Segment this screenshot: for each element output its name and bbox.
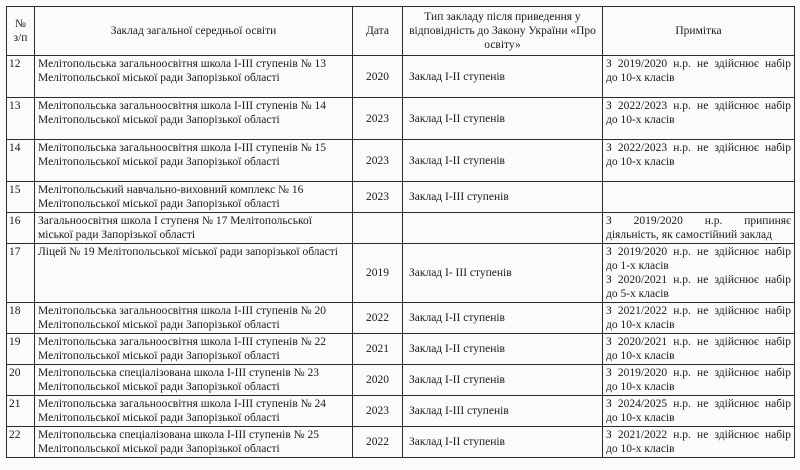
header-type: Тип закладу після приведення у відповідність до Закону України «Про освіту» bbox=[403, 7, 603, 56]
row-note bbox=[603, 98, 795, 140]
row-date: 2019 bbox=[353, 244, 403, 303]
table-row bbox=[7, 98, 795, 140]
table-row bbox=[7, 365, 795, 396]
note-line: до 10-х класів bbox=[606, 350, 675, 362]
row-number: 16 bbox=[7, 213, 35, 244]
note-line: З 2019/2020 н.р. припиняє bbox=[606, 215, 791, 227]
row-number: 21 bbox=[7, 396, 35, 427]
note-line: діяльність, як самостійний заклад bbox=[606, 229, 772, 241]
school-type: Заклад І-ІІІ ступенів bbox=[403, 396, 603, 427]
school-name: Мелітопольська загальноосвітня школа І-ІІІ ступенів № 22 Мелітопольської міської ради Запорізької області bbox=[35, 334, 353, 365]
note-line: З 2022/2023 н.р. не здійснює набір bbox=[606, 100, 791, 112]
school-name: Мелітопольська загальноосвітня школа І-ІІІ ступенів № 14 Мелітопольської міської ради Запорізької області bbox=[35, 98, 353, 140]
row-date: 2022 bbox=[353, 303, 403, 334]
school-type: Заклад І-ІІ ступенів bbox=[403, 56, 603, 98]
note-line: до 10-х класів bbox=[606, 412, 675, 424]
header-date: Дата bbox=[353, 7, 403, 56]
school-type bbox=[403, 213, 603, 244]
school-type: Заклад І-ІІ ступенів bbox=[403, 334, 603, 365]
note-line: З 2019/2020 н.р. не здійснює набір bbox=[606, 246, 791, 258]
school-name: Загальноосвітня школа І ступеня № 17 Мелітопольської міської ради Запорізької області bbox=[35, 213, 353, 244]
row-note bbox=[603, 365, 795, 396]
table-row bbox=[7, 244, 795, 303]
school-type: Заклад І- ІІІ ступенів bbox=[403, 244, 603, 303]
row-date: 2020 bbox=[353, 56, 403, 98]
note-line: З 2019/2020 н.р. не здійснює набір bbox=[606, 58, 791, 70]
table-row bbox=[7, 303, 795, 334]
school-name: Мелітопольська спеціалізована школа І-ІІІ ступенів № 23 Мелітопольської міської ради Запорізької області bbox=[35, 365, 353, 396]
row-number: 20 bbox=[7, 365, 35, 396]
row-number: 14 bbox=[7, 140, 35, 182]
school-type: Заклад І-ІІІ ступенів bbox=[403, 182, 603, 213]
school-name: Мелітопольський навчально-виховний комплекс № 16 Мелітопольської міської ради Запорізької області bbox=[35, 182, 353, 213]
header-note: Примітка bbox=[603, 7, 795, 56]
row-number: 22 bbox=[7, 427, 35, 458]
table-row bbox=[7, 396, 795, 427]
table-row bbox=[7, 56, 795, 98]
row-date: 2021 bbox=[353, 334, 403, 365]
school-name: Мелітопольська спеціалізована школа І-ІІІ ступенів № 25 Мелітопольської міської ради Запорізької області bbox=[35, 427, 353, 458]
note-line: до 10-х класів bbox=[606, 72, 675, 84]
school-type: Заклад І-ІІ ступенів bbox=[403, 427, 603, 458]
row-number: 15 bbox=[7, 182, 35, 213]
school-name: Мелітопольська загальноосвітня школа І-ІІІ ступенів № 13 Мелітопольської міської ради Запорізької області bbox=[35, 56, 353, 98]
row-note bbox=[603, 244, 795, 303]
row-note bbox=[603, 182, 795, 213]
school-name: Мелітопольська загальноосвітня школа І-ІІІ ступенів № 20 Мелітопольської міської ради Запорізької області bbox=[35, 303, 353, 334]
row-date bbox=[353, 213, 403, 244]
school-name: Ліцей № 19 Мелітопольської міської ради запорізької області bbox=[35, 244, 353, 303]
table-header-row bbox=[7, 7, 795, 56]
row-number: 12 bbox=[7, 56, 35, 98]
row-note bbox=[603, 56, 795, 98]
school-type: Заклад І-ІІ ступенів bbox=[403, 140, 603, 182]
row-date: 2022 bbox=[353, 427, 403, 458]
note-line: З 2021/2022 н.р. не здійснює набір bbox=[606, 429, 791, 441]
table-row bbox=[7, 140, 795, 182]
school-name: Мелітопольська загальноосвітня школа І-ІІІ ступенів № 15 Мелітопольської міської ради Запорізької області bbox=[35, 140, 353, 182]
row-number: 17 bbox=[7, 244, 35, 303]
row-note bbox=[603, 303, 795, 334]
table-row bbox=[7, 182, 795, 213]
row-number: 13 bbox=[7, 98, 35, 140]
note-line: до 10-х класів bbox=[606, 443, 675, 455]
header-number: № з/п bbox=[7, 7, 35, 56]
header-school: Заклад загальної середньої освіти bbox=[35, 7, 353, 56]
table-row bbox=[7, 334, 795, 365]
school-type: Заклад І-ІІ ступенів bbox=[403, 365, 603, 396]
row-note bbox=[603, 396, 795, 427]
note-line: З 2021/2022 н.р. не здійснює набір bbox=[606, 305, 791, 317]
row-date: 2023 bbox=[353, 396, 403, 427]
row-note bbox=[603, 427, 795, 458]
row-note bbox=[603, 140, 795, 182]
school-type: Заклад І-ІІ ступенів bbox=[403, 303, 603, 334]
table-row bbox=[7, 213, 795, 244]
row-date: 2023 bbox=[353, 98, 403, 140]
row-date: 2023 bbox=[353, 140, 403, 182]
note-line: до 10-х класів bbox=[606, 381, 675, 393]
note-line: З 2024/2025 н.р. не здійснює набір bbox=[606, 398, 791, 410]
note-line: З 2019/2020 н.р. не здійснює набір bbox=[606, 367, 791, 379]
note-line: до 1-х класів bbox=[606, 260, 669, 272]
table-row bbox=[7, 427, 795, 458]
note-line: З 2020/2021 н.р. не здійснює набір bbox=[606, 274, 791, 286]
row-number: 19 bbox=[7, 334, 35, 365]
row-date: 2023 bbox=[353, 182, 403, 213]
note-line: до 10-х класів bbox=[606, 319, 675, 331]
school-name: Мелітопольська загальноосвітня школа І-ІІІ ступенів № 24 Мелітопольської міської ради Запорізької області bbox=[35, 396, 353, 427]
note-line: З 2020/2021 н.р. не здійснює набір bbox=[606, 336, 791, 348]
schools-table bbox=[6, 6, 795, 458]
row-number: 18 bbox=[7, 303, 35, 334]
row-note bbox=[603, 334, 795, 365]
note-line: З 2022/2023 н.р. не здійснює набір bbox=[606, 142, 791, 154]
row-note bbox=[603, 213, 795, 244]
note-line: до 10-х класів bbox=[606, 114, 675, 126]
note-line: до 10-х класів bbox=[606, 156, 675, 168]
note-line: до 5-х класів bbox=[606, 288, 669, 300]
row-date: 2020 bbox=[353, 365, 403, 396]
school-type: Заклад І-ІІ ступенів bbox=[403, 98, 603, 140]
